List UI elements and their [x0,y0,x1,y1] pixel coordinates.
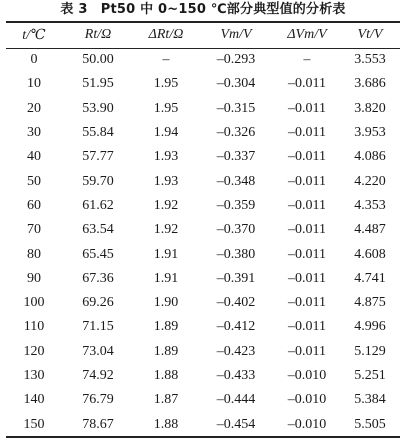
table-row [6,121,400,145]
vm-delta-cell: –0.011 [288,246,326,262]
table-body [6,48,400,437]
resistance-cell: 78.67 [82,416,114,432]
temperature-cell: 70 [27,222,41,238]
temperature-cell: 80 [27,246,41,262]
table-row [6,72,400,96]
vm-delta-cell: –0.011 [288,343,326,359]
resistance-delta-cell: 1.92 [153,197,179,213]
resistance-cell: 57.77 [82,149,114,165]
resistance-cell: 76.79 [82,392,114,408]
vm-cell: –0.423 [216,343,256,359]
resistance-cell: 63.54 [82,222,114,238]
vt-cell: 4.741 [354,270,386,286]
vt-cell: 4.608 [354,246,386,262]
resistance-delta-cell: – [162,52,170,68]
vt-cell: 4.220 [354,173,386,189]
vm-cell: –0.304 [216,76,256,92]
vm-cell: –0.433 [216,368,256,383]
resistance-delta-cell: 1.88 [153,368,179,383]
temperature-cell: 110 [23,319,45,335]
table-row [6,364,400,388]
temperature-cell: 30 [27,125,41,141]
temperature-cell: 140 [23,392,45,408]
vm-delta-cell: –0.011 [288,270,326,286]
resistance-cell: 61.62 [82,197,114,213]
vm-cell: –0.391 [216,270,256,286]
vm-cell: –0.454 [216,416,256,432]
vm-delta-cell: –0.010 [287,416,327,432]
table-row [6,194,400,218]
temperature-cell: 60 [27,197,41,213]
vm-cell: –0.402 [216,295,256,311]
resistance-cell: 69.26 [82,295,114,311]
analysis-table [6,22,400,437]
vm-cell: –0.293 [216,52,256,68]
vm-delta-cell: –0.011 [288,125,326,141]
vm-delta-cell: –0.011 [288,319,326,335]
header-vt: Vt/V [357,27,383,42]
vt-cell: 3.686 [354,76,386,92]
table-row [6,388,400,412]
resistance-delta-cell: 1.95 [153,100,179,116]
vm-cell: –0.348 [216,173,256,189]
vt-cell: 3.820 [354,100,386,116]
resistance-delta-cell: 1.87 [153,392,179,408]
resistance-delta-cell: 1.90 [153,295,179,311]
vt-cell: 4.996 [354,319,386,335]
vt-cell: 4.487 [354,222,386,238]
temperature-cell: 150 [23,416,45,432]
temperature-cell: 130 [23,368,45,383]
vm-cell: –0.380 [216,246,256,262]
table-row [6,291,400,315]
temperature-cell: 20 [27,100,41,116]
header-resistance: Rt/Ω [84,27,112,42]
resistance-cell: 65.45 [82,246,114,262]
resistance-cell: 74.92 [82,368,114,383]
resistance-cell: 59.70 [82,173,114,189]
table-row [6,97,400,121]
resistance-delta-cell: 1.91 [153,246,179,262]
resistance-cell: 67.36 [82,270,114,286]
resistance-delta-cell: 1.94 [153,125,179,141]
resistance-delta-cell: 1.95 [153,76,179,92]
vm-delta-cell: –0.011 [288,295,326,311]
resistance-cell: 50.00 [82,52,114,68]
resistance-delta-cell: 1.92 [153,222,179,238]
header-row [6,22,400,48]
header-resistance-delta: ΔRt/Ω [148,27,184,42]
header-temperature: t/℃ [22,27,46,43]
resistance-delta-cell: 1.89 [153,343,179,359]
vm-cell: –0.337 [216,149,256,165]
vm-delta-cell: –0.011 [288,100,326,116]
vm-delta-cell: –0.011 [288,173,326,189]
vm-delta-cell: – [303,52,311,68]
vt-cell: 5.129 [354,343,386,359]
resistance-cell: 55.84 [82,125,114,141]
vm-delta-cell: –0.011 [288,222,326,238]
vt-cell: 4.086 [354,149,386,165]
resistance-delta-cell: 1.91 [153,270,179,286]
resistance-delta-cell: 1.89 [153,319,179,335]
vm-cell: –0.315 [216,100,256,116]
resistance-cell: 73.04 [82,343,114,359]
vt-cell: 5.384 [354,392,386,408]
resistance-cell: 51.95 [82,76,114,92]
temperature-cell: 50 [27,173,41,189]
temperature-cell: 90 [27,270,41,286]
vm-delta-cell: –0.011 [288,197,326,213]
vt-cell: 5.251 [354,368,386,383]
vm-cell: –0.370 [216,222,256,238]
vt-cell: 4.353 [354,197,386,213]
vt-cell: 5.505 [354,416,386,432]
resistance-cell: 53.90 [82,100,114,116]
vt-cell: 4.875 [354,295,386,311]
resistance-delta-cell: 1.93 [153,149,179,165]
vm-cell: –0.326 [216,125,256,141]
table-row [6,48,400,72]
temperature-cell: 0 [30,52,38,68]
vt-cell: 3.553 [354,52,386,68]
resistance-delta-cell: 1.88 [153,416,179,432]
table-row [6,242,400,266]
vm-delta-cell: –0.010 [287,368,327,383]
table-row [6,315,400,339]
temperature-cell: 100 [23,295,45,311]
resistance-cell: 71.15 [82,319,114,335]
table-row [6,169,400,193]
resistance-delta-cell: 1.93 [153,173,179,189]
header-vm: Vm/V [220,27,252,42]
temperature-cell: 10 [27,76,41,92]
table-row [6,218,400,242]
vm-cell: –0.412 [216,319,256,335]
vm-cell: –0.444 [216,392,256,408]
vm-delta-cell: –0.011 [288,76,326,92]
table-row [6,145,400,169]
header-vm-delta: ΔVm/V [287,27,327,42]
vt-cell: 3.953 [354,125,386,141]
table-row [6,412,400,436]
vm-delta-cell: –0.010 [287,392,327,408]
temperature-cell: 120 [23,343,45,359]
temperature-cell: 40 [27,149,41,165]
table-row [6,340,400,364]
vm-cell: –0.359 [216,197,256,213]
table-caption: 表 3 Pt50 中 0~150 ℃部分典型值的分析表 [60,2,346,17]
vm-delta-cell: –0.011 [288,149,326,165]
table-row [6,267,400,291]
